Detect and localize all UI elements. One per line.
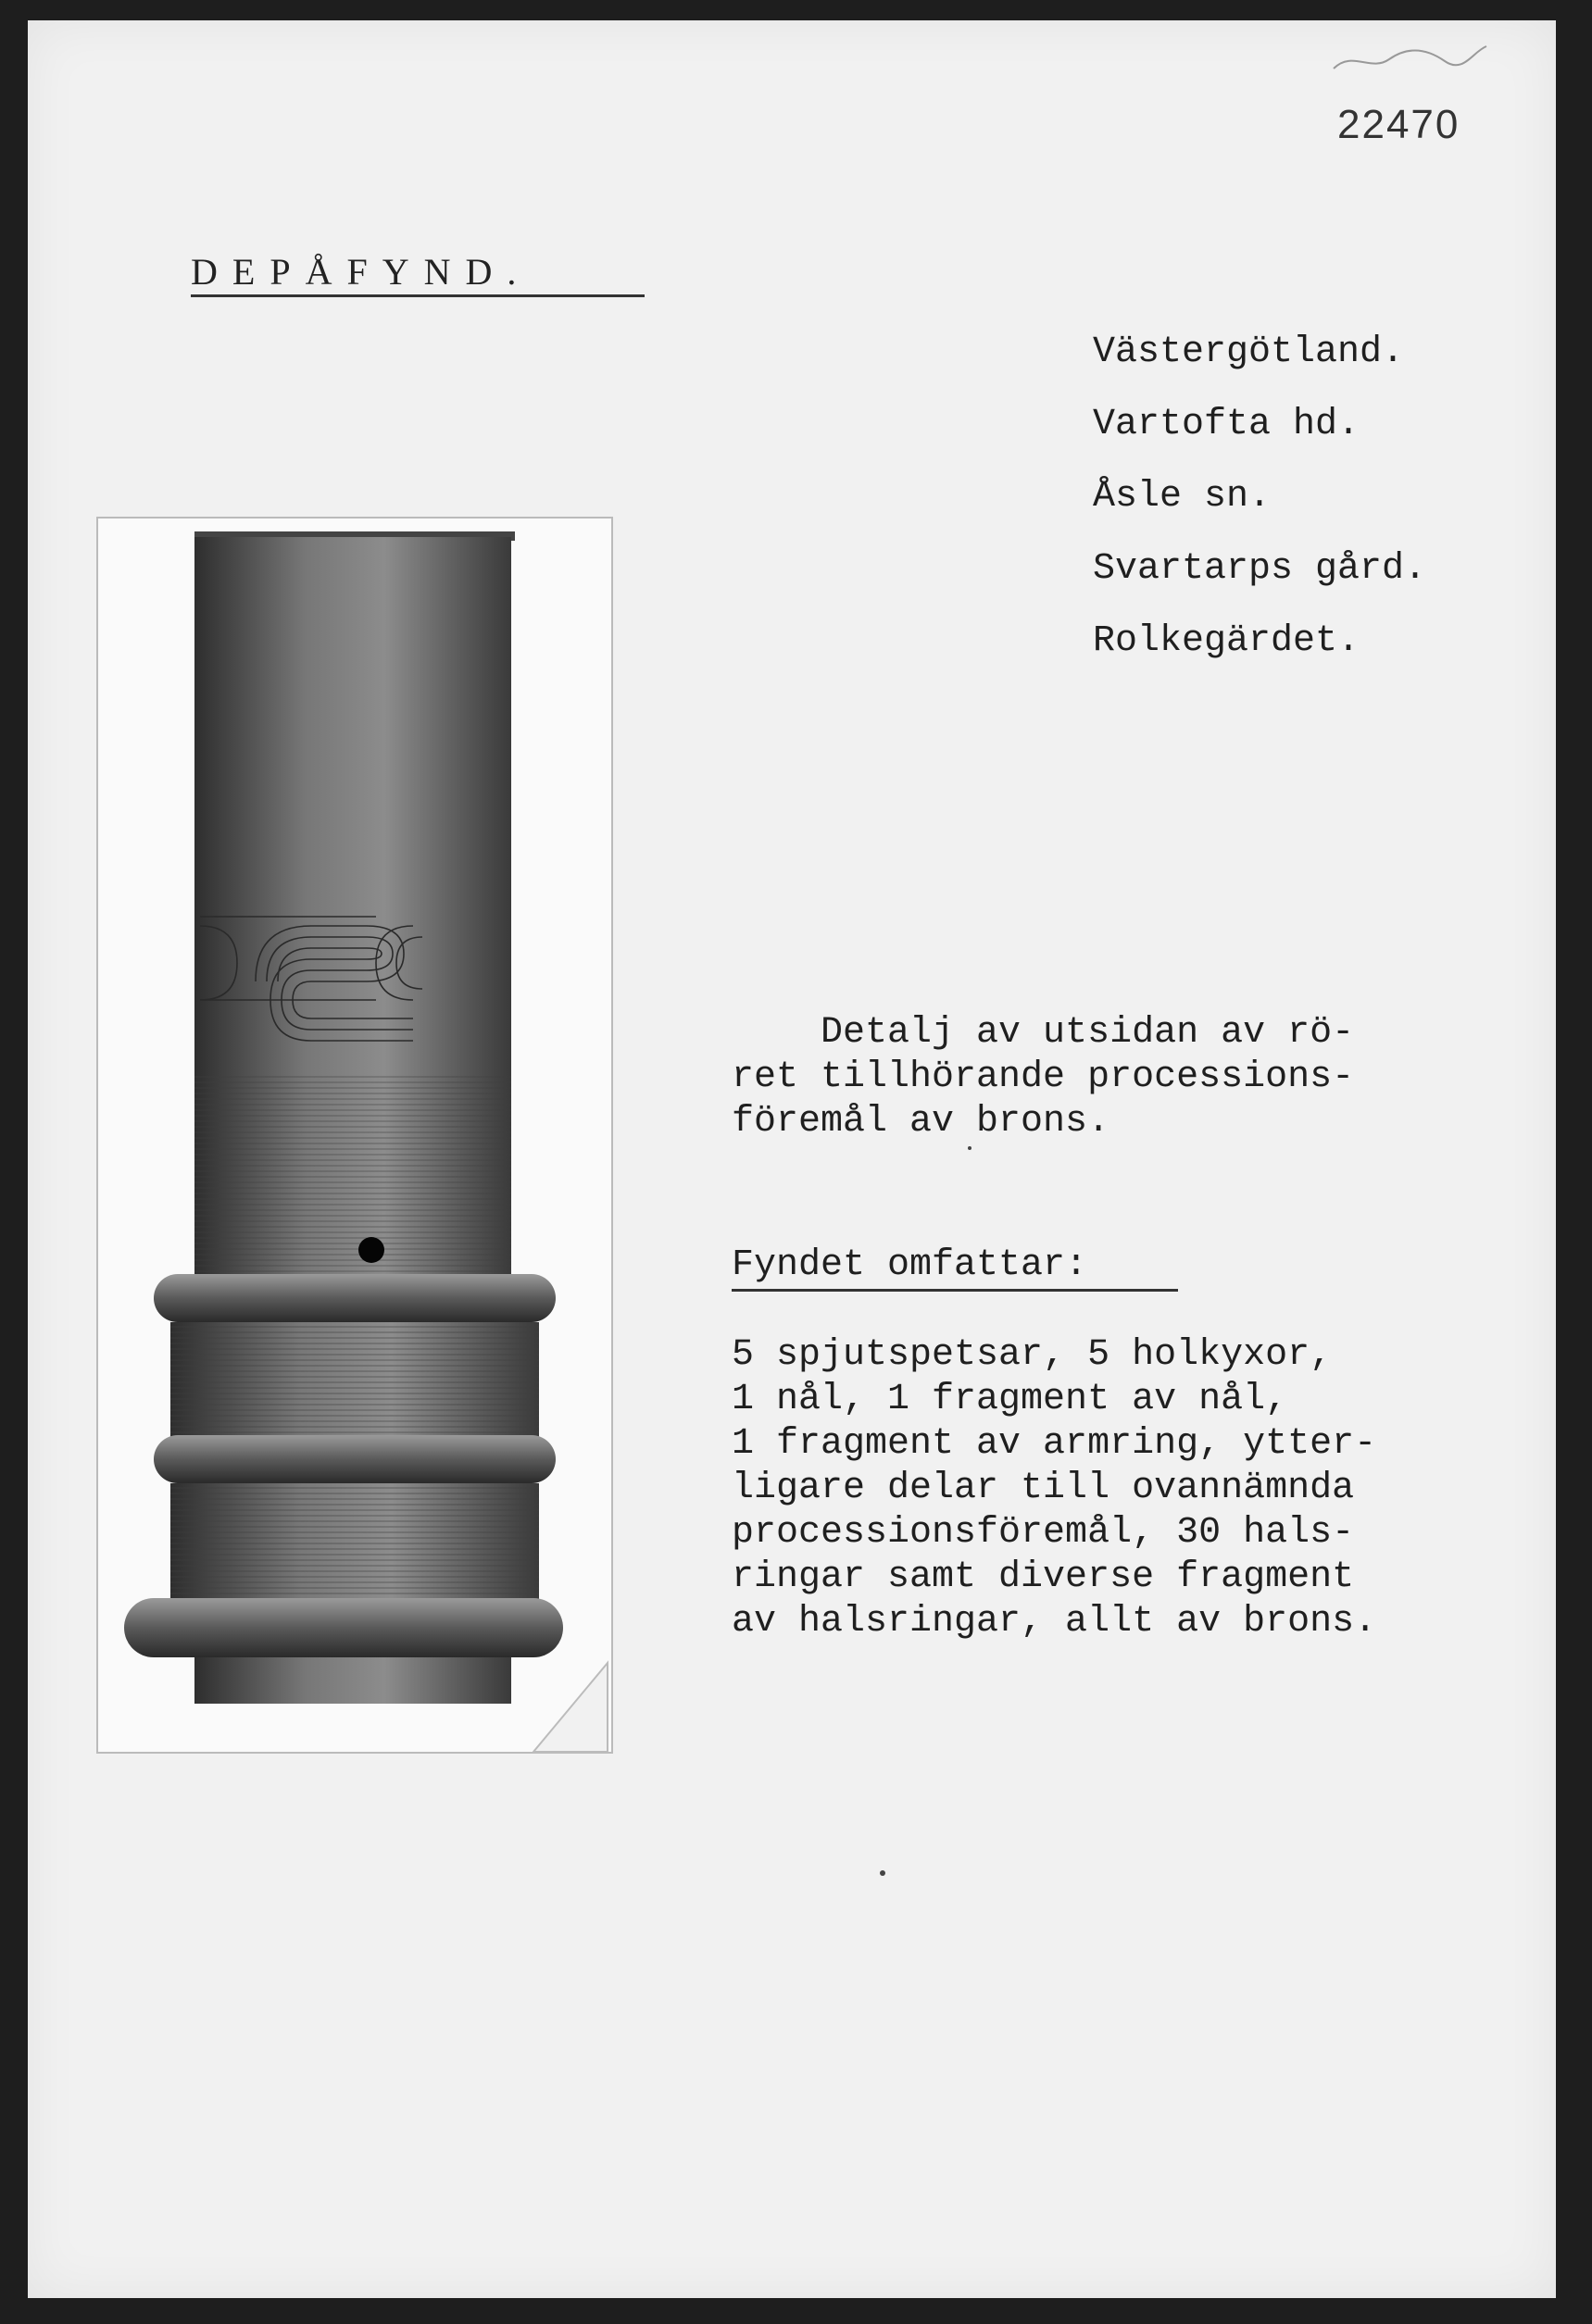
tube-hole: [358, 1237, 384, 1263]
contents-line: ligare delar till ovannämnda: [732, 1468, 1355, 1509]
contents-line: 1 nål, 1 fragment av nål,: [732, 1379, 1288, 1420]
caption-line: Detalj av utsidan av rö-: [732, 1012, 1355, 1054]
caption-line: ret tillhörande processions-: [732, 1056, 1355, 1098]
contents-line: 5 spjutspetsar, 5 holkyxor,: [732, 1334, 1333, 1376]
contents-heading: Fyndet omfattar:: [732, 1244, 1088, 1286]
find-location: [1093, 317, 1426, 678]
contents-underline: [732, 1289, 1178, 1292]
bronze-tube-photo: [98, 519, 611, 1752]
photo-mount: [96, 517, 613, 1754]
title-underline: [191, 294, 645, 297]
archive-card: [28, 20, 1556, 2298]
find-contents: [732, 1333, 1376, 1644]
location-line: Åsle sn.: [1093, 476, 1272, 518]
paper-speck: [880, 1870, 885, 1876]
tube-ring: [124, 1598, 563, 1657]
contents-line: processionsföremål, 30 hals-: [732, 1512, 1355, 1554]
pencil-scribble: [1324, 41, 1491, 78]
location-line: Västergötland.: [1093, 331, 1405, 373]
page-title: DEPÅFYND.: [191, 251, 532, 293]
caption-line: föremål av brons.: [732, 1101, 1110, 1143]
contents-line: av halsringar, allt av brons.: [732, 1601, 1377, 1643]
tube-ring: [154, 1435, 556, 1483]
contents-line: 1 fragment av armring, ytter-: [732, 1423, 1377, 1465]
location-line: Vartofta hd.: [1093, 404, 1360, 445]
paper-speck: [968, 1146, 971, 1150]
location-line: Rolkegärdet.: [1093, 620, 1360, 662]
tube-ring: [154, 1274, 556, 1322]
catalog-number: 22470: [1337, 102, 1460, 147]
contents-line: ringar samt diverse fragment: [732, 1556, 1355, 1598]
photo-caption: [732, 1011, 1354, 1144]
location-line: Svartarps gård.: [1093, 548, 1427, 590]
